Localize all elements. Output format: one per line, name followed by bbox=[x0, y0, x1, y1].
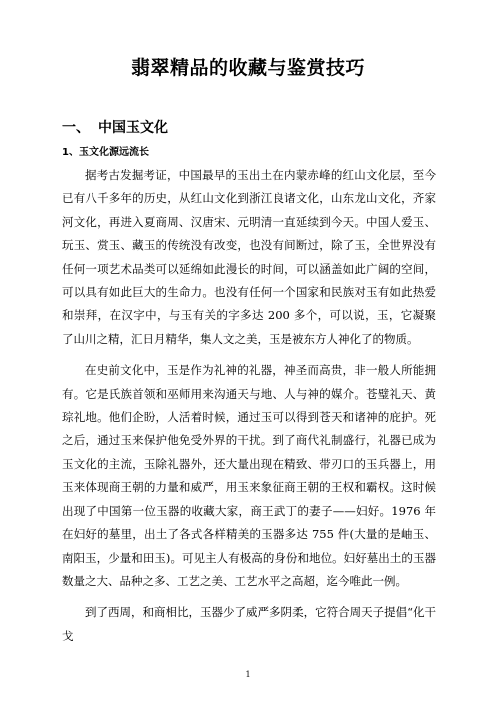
body-text bbox=[62, 164, 436, 648]
section-number: 一、 bbox=[62, 120, 90, 136]
document-title: 翡翠精品的收藏与鉴赏技巧 bbox=[130, 57, 365, 79]
section-heading bbox=[62, 119, 168, 137]
section-title: 中国玉文化 bbox=[98, 120, 168, 136]
paragraph-3: 到了西周，和商相比，玉器少了威严多阴柔，它符合周天子提倡“化干戈 bbox=[62, 605, 436, 643]
paragraph-2: 在史前文化中，玉是作为礼神的礼器，神圣而高贵，非一般人所能拥有。它是氏族首领和巫师用来沟通天与地、人与神的媒介。苍璧礼天、黄琮礼地。他们企盼，人活着时候，通过玉可以得到苍天和诸神的庇护。死之后，通过玉来保护他免受外界的干扰。到了商代礼制盛行，礼器已成为玉文化的主流，玉除礼器外，还大量出现在精致、带刃口的玉兵器上，用玉来体现商王朝的力量和威严，用玉来象征商王朝的王权和霸权。这时候出现了中国第一位玉器的收藏大家，商王武丁的妻子——妇好。1976 年在妇好的墓里，出土了各式各样精美的玉器多达 755 件(大量的是岫玉、南阳玉，少量和田玉)。可见主人有极高的身份和地位。妇好墓出土的玉器数量之大、品种之多、工艺之美、工艺水平之高超，迄今唯此一例。 bbox=[62, 363, 436, 588]
paragraph-1: 据考古发掘考证，中国最早的玉出土在内蒙赤峰的红山文化层，至今已有八千多年的历史，从红山文化到浙江良诸文化，山东龙山文化，齐家河文化，再进入夏商周、汉唐宋、元明清一直延续到今天。中国人爱玉、玩玉、赏玉、藏玉的传统没有改变，也没有间断过，除了玉，全世界没有任何一项艺术品类可以延绵如此漫长的时间，可以涵盖如此广阔的空间，可以具有如此巨大的生命力。也没有任何一个国家和民族对玉有如此热爱和崇拜，在汉字中，与玉有关的字多达 200 多个，可以说，玉，它凝聚了山川之精，汇日月精华，集人文之美，玉是被东方人神化了的物质。 bbox=[62, 168, 436, 346]
page-number: 1 bbox=[245, 670, 251, 679]
subsection-heading: 1、玉文化源远流长 bbox=[62, 147, 149, 158]
